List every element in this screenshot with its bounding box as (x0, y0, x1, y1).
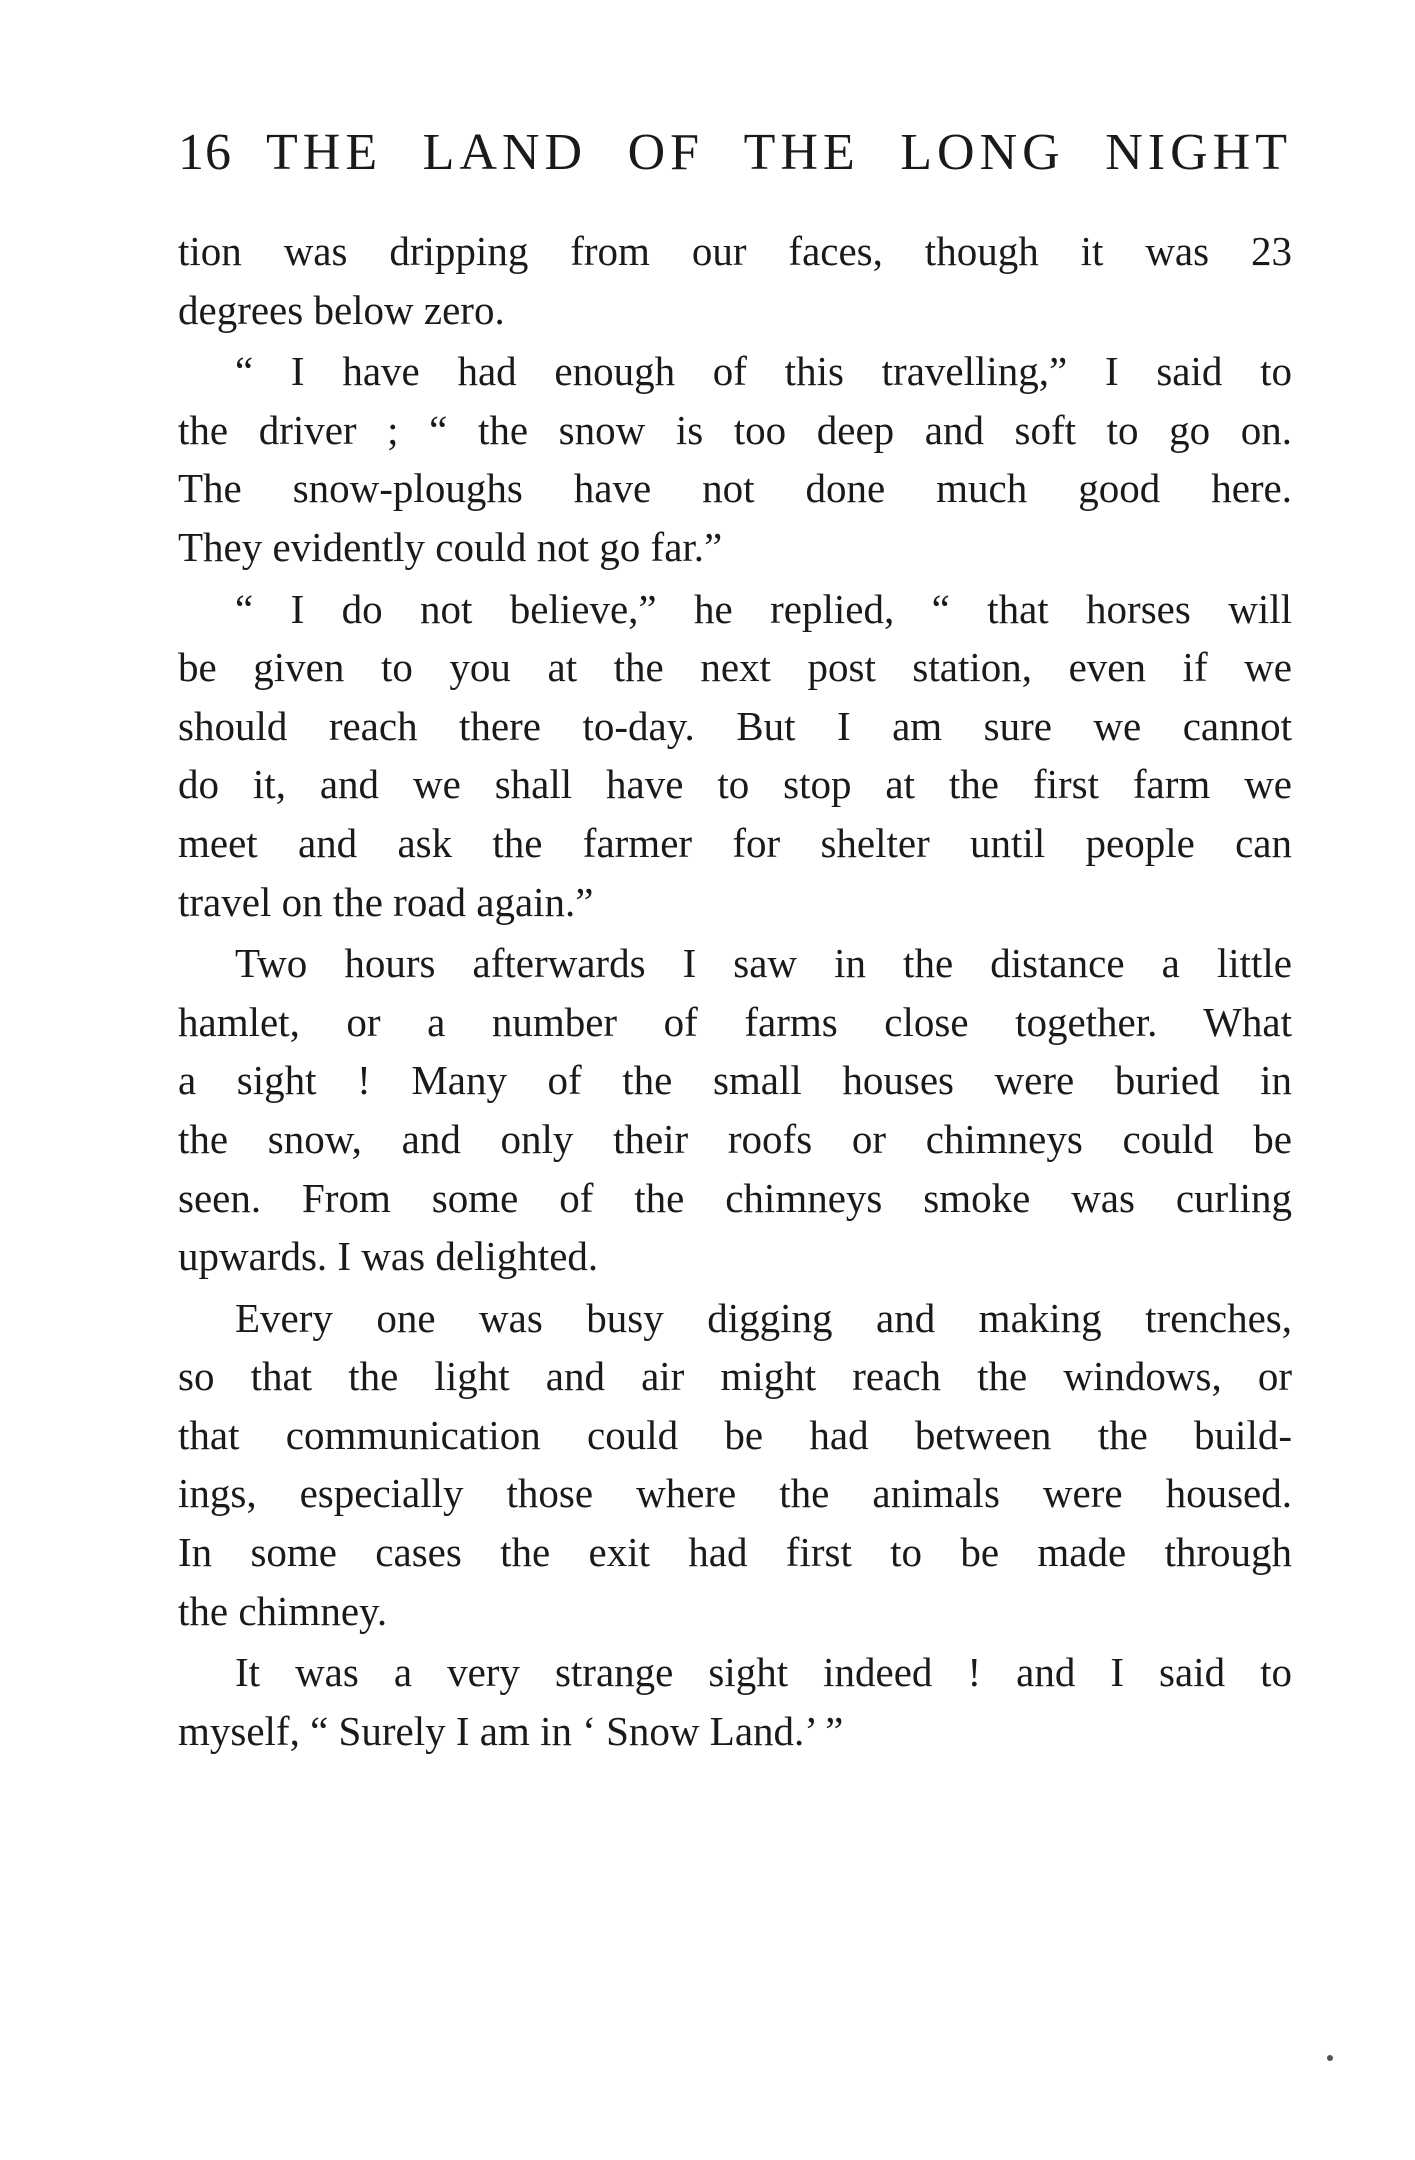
text-line: The snow-ploughs have not done much good here. (178, 465, 1292, 512)
body-text (178, 222, 1292, 1760)
text-line: the driver ; “ the snow is too deep and soft to go on. (178, 406, 1292, 453)
text-line: the snow, and only their roofs or chimneys could be (178, 1115, 1292, 1162)
text-line: “ I have had enough of this travelling,” I said to (235, 348, 1292, 395)
text-line: that communication could be had between the build- (178, 1411, 1292, 1458)
running-head (178, 118, 1292, 188)
text-line: tion was dripping from our faces, though it was 23 (178, 228, 1292, 274)
text-line: do it, and we shall have to stop at the first farm we (178, 761, 1292, 808)
running-title: THE LAND OF THE LONG NIGHT (266, 124, 1292, 181)
text-line: In some cases the exit had first to be made through (178, 1529, 1292, 1576)
text-line: travel on the road again.” (178, 878, 594, 925)
text-line: the chimney. (178, 1587, 388, 1634)
text-line: “ I do not believe,” he replied, “ that horses will (235, 585, 1292, 632)
text-line: It was a very strange sight indeed ! and I said to (235, 1649, 1292, 1696)
text-line: upwards. I was delighted. (178, 1233, 599, 1280)
text-line: should reach there to-day. But I am sure we cannot (178, 702, 1292, 749)
text-line: meet and ask the farmer for shelter until people can (178, 819, 1292, 866)
text-line: They evidently could not go far.” (178, 523, 723, 570)
text-line: seen. From some of the chimneys smoke was curling (178, 1174, 1292, 1221)
text-line: myself, “ Surely I am in ‘ Snow Land.’ ” (178, 1707, 844, 1754)
text-line: be given to you at the next post station, even if we (178, 644, 1292, 691)
print-speck (1327, 2055, 1333, 2061)
text-line: so that the light and air might reach the windows, or (178, 1353, 1292, 1400)
text-line: Two hours afterwards I saw in the distance a little (235, 940, 1292, 987)
text-line: ings, especially those where the animals were housed. (178, 1470, 1292, 1517)
text-line: degrees below zero. (178, 286, 505, 333)
page-number: 16 (178, 124, 232, 181)
text-line: Every one was busy digging and making trenches, (235, 1294, 1292, 1341)
text-line: hamlet, or a number of farms close together. What (178, 998, 1292, 1045)
text-line: a sight ! Many of the small houses were buried in (178, 1057, 1292, 1104)
